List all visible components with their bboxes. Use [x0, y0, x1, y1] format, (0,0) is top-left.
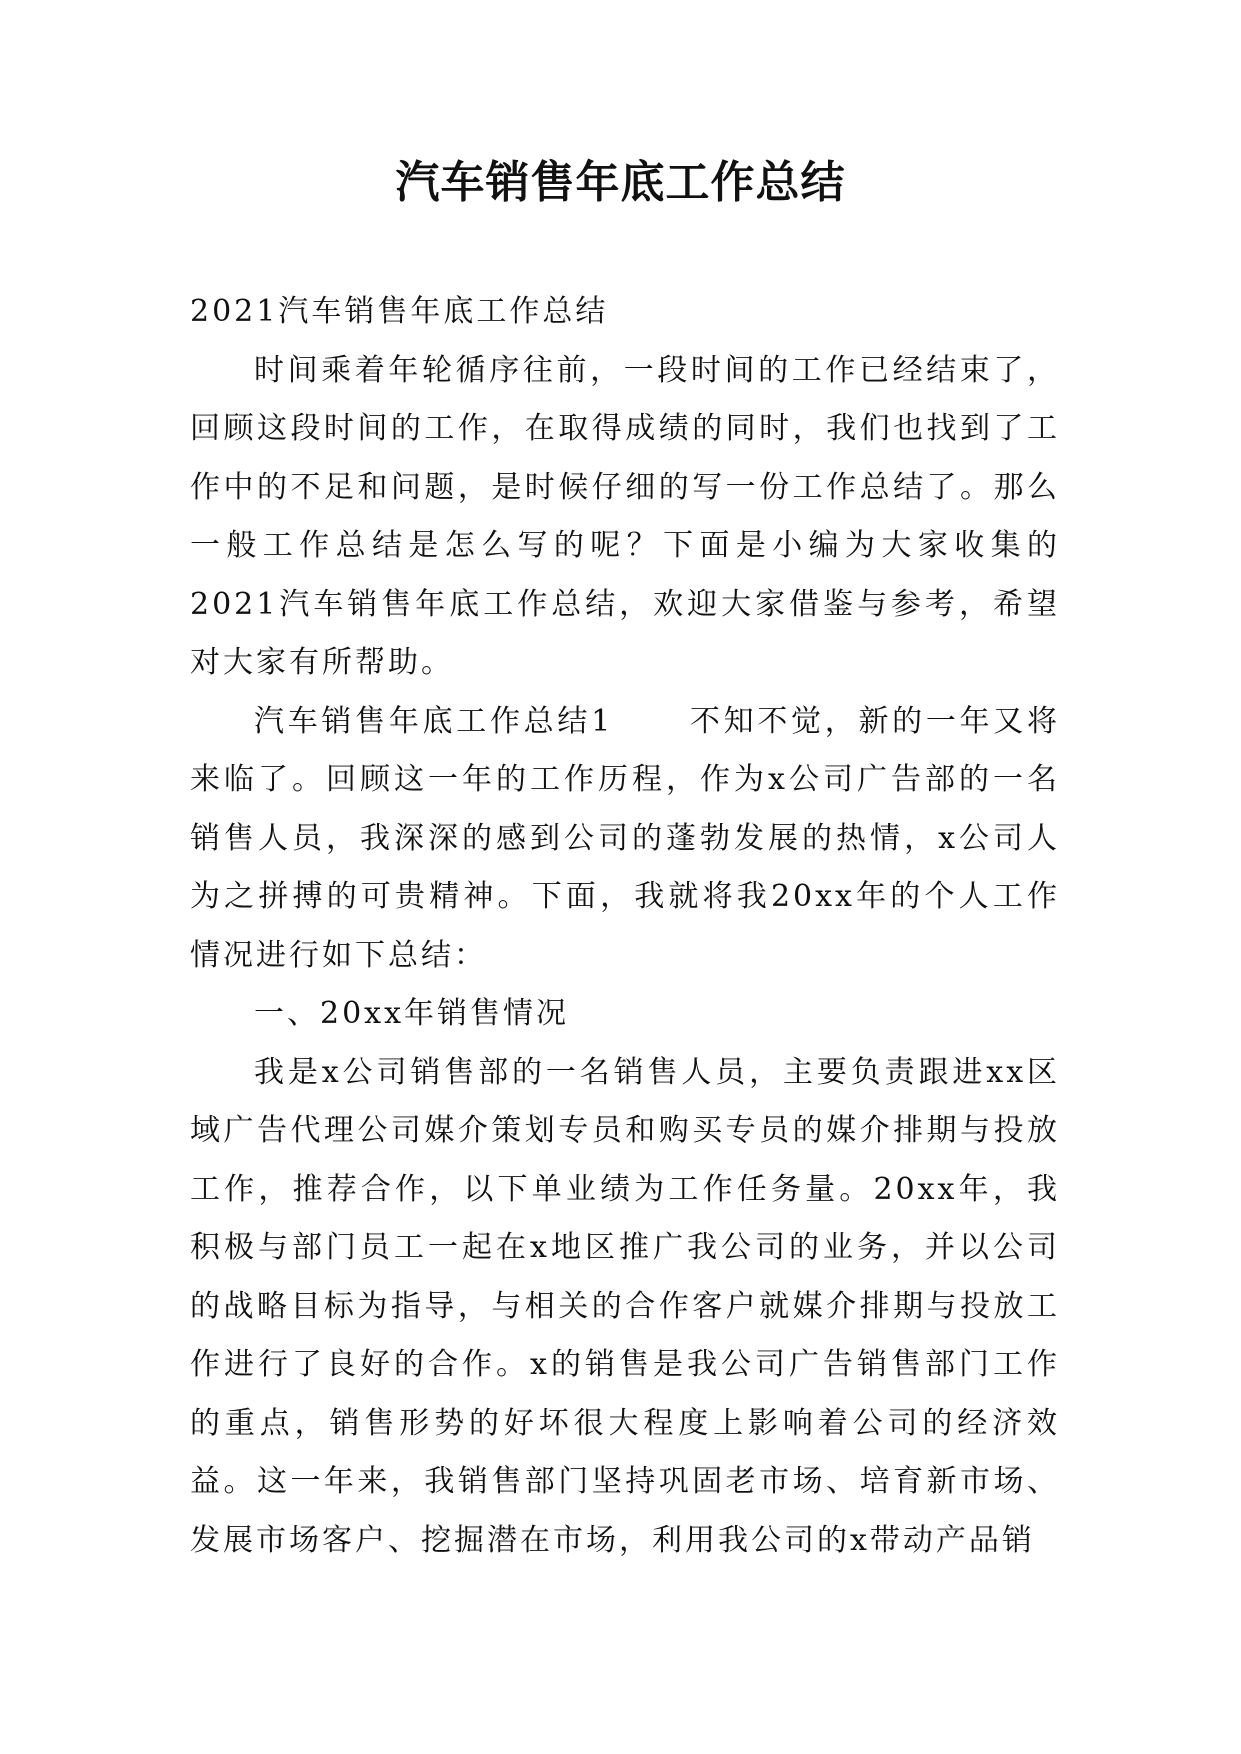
- document-body: [190, 283, 1060, 1570]
- document-title: 汽车销售年底工作总结: [395, 157, 846, 208]
- section-1-lead: 不知不觉，新的一年又将: [689, 703, 1060, 739]
- intro-paragraph: 时间乘着年轮循序往前，一段时间的工作已经结束了，回顾这段时间的工作，在取得成绩的同时，我们也找到了工作中的不足和问题，是时候仔细的写一份工作总结了。那么一般工作总结是怎么写的呢？下面是小编为大家收集的2021汽车销售年底工作总结，欢迎大家借鉴与参考，希望对大家有所帮助。: [190, 352, 1060, 680]
- document-subtitle: 2021汽车销售年底工作总结: [190, 294, 609, 329]
- sales-heading: 一、20xx年销售情况: [254, 996, 570, 1031]
- section-1-paragraph: 来临了。回顾这一年的工作历程，作为x公司广告部的一名销售人员，我深深的感到公司的蓬勃发展的热情，x公司人为之拼搏的可贵精神。下面，我就将我20xx年的个人工作情况进行如下总结：: [190, 762, 1060, 973]
- section-1-opening: [190, 693, 1060, 986]
- section-1-heading: 汽车销售年底工作总结1: [254, 703, 614, 739]
- sales-paragraph: 我是x公司销售部的一名销售人员，主要负责跟进xx区域广告代理公司媒介策划专员和购买专员的媒介排期与投放工作，推荐合作，以下单业绩为工作任务量。20xx年，我积极与部门员工一起在x地区推广我公司的业务，并以公司的战略目标为指导，与相关的合作客户就媒介排期与投放工作进行了良好的合作。x的销售是我公司广告销售部门工作的重点，销售形势的好坏很大程度上影响着公司的经济效益。这一年来，我销售部门坚持巩固老市场、培育新市场、发展市场客户、挖掘潜在市场，利用我公司的x带动产品销: [190, 1054, 1060, 1558]
